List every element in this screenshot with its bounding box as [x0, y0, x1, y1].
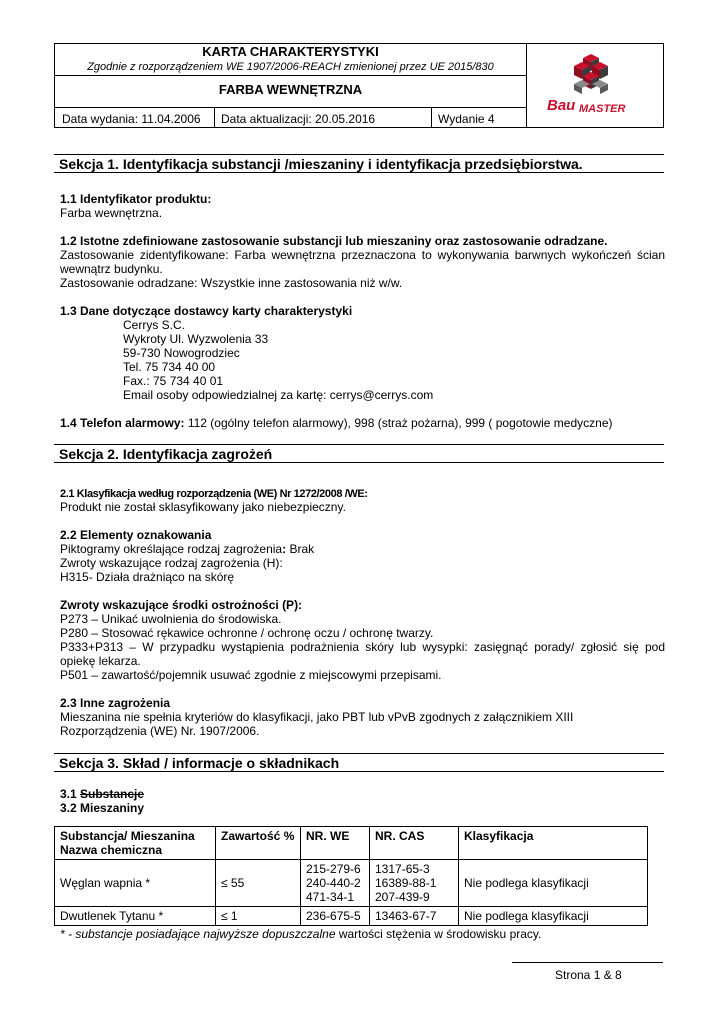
- composition-table: [54, 826, 648, 926]
- cell-cas: 1317-65-3 16389-88-1 207-439-9: [370, 860, 459, 907]
- col-content: Zawartość %: [216, 827, 301, 860]
- section-2-title: Sekcja 2. Identyfikacja zagrożeń: [54, 444, 664, 463]
- s21-text: Produkt nie został sklasyfikowany jako niebezpieczny.: [60, 500, 346, 514]
- s22-heading: 2.2 Elementy oznakowania: [60, 528, 212, 542]
- col-classification: Klasyfikacja: [459, 827, 648, 860]
- supplier-fax: Fax.: 75 734 40 01: [123, 374, 224, 388]
- s23-text: Mieszanina nie spełnia kryteriów do klasyfikacji, jako PBT lub vPvB zgodnych z załącznikiem XIII Rozporządzenia (WE) Nr. 1907/2006.: [60, 710, 574, 738]
- regulation-subtitle: Zgodnie z rozporządzeniem WE 1907/2006-REACH zmienionej przez UE 2015/830: [87, 61, 494, 73]
- baumaster-logo: [527, 44, 664, 128]
- logo-text-bau: Bau: [547, 97, 576, 114]
- cell-content: ≤ 1: [216, 907, 301, 926]
- col-ec: NR. WE: [301, 827, 370, 860]
- table-header-row: [55, 827, 648, 860]
- footnote-rest: wartości stężenia w środowisku pracy.: [335, 927, 542, 941]
- section-1-title: Sekcja 1. Identyfikacja substancji /mieszaniny i identyfikacja przedsiębiorstwa.: [54, 154, 664, 173]
- s14-heading: 1.4 Telefon alarmowy:: [60, 416, 185, 430]
- s22-h315: H315- Działa drażniąco na skórę: [60, 570, 235, 584]
- s12-text-2: Zastosowanie odradzane: Wszystkie inne zastosowania niż w/w.: [60, 276, 403, 290]
- s21-heading: 2.1 Klasyfikacja według rozporządzenia (WE) Nr 1272/2008 /WE:: [60, 488, 368, 500]
- s14-line: [60, 416, 665, 430]
- s32-heading: 3.2 Mieszaniny: [60, 801, 145, 815]
- s11-text: Farba wewnętrzna.: [60, 206, 163, 220]
- product-name: FARBA WEWNĘTRZNA: [218, 82, 363, 97]
- p333-p313: P333+P313 – W przypadku wystąpienia podrażnienia skóry lub wysypki: zasięgnąć porady/ zgłosić się pod opiekę lekarza.: [60, 640, 665, 668]
- table-footnote: [60, 927, 665, 941]
- col-substance: Substancja/ Mieszanina Nazwa chemiczna: [55, 827, 216, 860]
- cell-classification: Nie podlega klasyfikacji: [459, 860, 648, 907]
- s23-heading: 2.3 Inne zagrożenia: [60, 696, 171, 710]
- cell-substance: Dwutlenek Tytanu *: [55, 907, 216, 926]
- edition: Wydanie 4: [438, 112, 495, 126]
- footer-divider: [512, 962, 663, 963]
- s12-text-1: Zastosowanie zidentyfikowane: Farba wewnętrzna przeznaczona to wykonywania barwnych wykończeń ścian wewnątrz budynku.: [60, 248, 665, 276]
- s13-heading: 1.3 Dane dotyczące dostawcy karty charakterystyki: [60, 304, 353, 318]
- supplier-email: Email osoby odpowiedzialnej za kartę: cerrys@cerrys.com: [123, 388, 434, 402]
- s31-number: 3.1: [60, 787, 81, 801]
- s22-h-phrases-label: Zwroty wskazujące rodzaj zagrożenia (H):: [60, 556, 283, 570]
- divider: [55, 107, 526, 108]
- pictograms-label: Piktogramy określające rodzaj zagrożenia: [60, 542, 283, 556]
- cell-classification: Nie podlega klasyfikacji: [459, 907, 648, 926]
- colon: :: [282, 542, 287, 556]
- p280: P280 – Stosować rękawice ochronne / ochronę oczu / ochronę twarzy.: [60, 626, 434, 640]
- divider: [431, 108, 432, 128]
- col-cas: NR. CAS: [370, 827, 459, 860]
- s31-heading: [60, 787, 665, 801]
- cell-ec: 215-279-6 240-440-2 471-34-1: [301, 860, 370, 907]
- document-header: [54, 43, 664, 128]
- s11-heading: 1.1 Identyfikator produktu:: [60, 192, 212, 206]
- supplier-address: Wykroty Ul. Wyzwolenia 33: [123, 332, 269, 346]
- s22-pictograms: [60, 542, 665, 556]
- s12-heading: 1.2 Istotne zdefiniowane zastosowanie substancji lub mieszaniny oraz zastosowanie odradzane.: [60, 234, 608, 248]
- divider: [214, 108, 215, 128]
- cell-substance: Węglan wapnia *: [55, 860, 216, 907]
- update-date: Data aktualizacji: 20.05.2016: [221, 112, 376, 126]
- pictograms-value: Brak: [286, 542, 315, 556]
- page-number: Strona 1 & 8: [555, 968, 622, 982]
- divider: [55, 75, 526, 76]
- document-title: KARTA CHARAKTERYSTYKI: [202, 44, 379, 59]
- p501: P501 – zawartość/pojemnik usuwać zgodnie z miejscowymi przepisami.: [60, 668, 442, 682]
- table-row: [55, 860, 648, 907]
- supplier-name: Cerrys S.C.: [123, 318, 186, 332]
- p273: P273 – Unikać uwolnienia do środowiska.: [60, 612, 282, 626]
- logo-text-master: MASTER: [579, 103, 626, 115]
- cell-cas: 13463-67-7: [370, 907, 459, 926]
- s31-struck-label: Substancje: [80, 787, 145, 801]
- cell-ec: 236-675-5: [301, 907, 370, 926]
- supplier-postcode: 59-730 Nowogrodziec: [123, 346, 240, 360]
- footnote-italic: * - substancje posiadające najwyższe dopuszczalne: [60, 927, 336, 941]
- supplier-phone: Tel. 75 734 40 00: [123, 360, 216, 374]
- issue-date: Data wydania: 11.04.2006: [62, 112, 201, 126]
- s14-text: 112 (ogólny telefon alarmowy), 998 (straż pożarna), 999 ( pogotowie medyczne): [184, 416, 613, 430]
- cell-content: ≤ 55: [216, 860, 301, 907]
- p-phrases-heading: Zwroty wskazujące środki ostrożności (P):: [60, 598, 303, 612]
- section-3-title: Sekcja 3. Skład / informacje o składnikach: [54, 753, 664, 772]
- table-row: [55, 907, 648, 926]
